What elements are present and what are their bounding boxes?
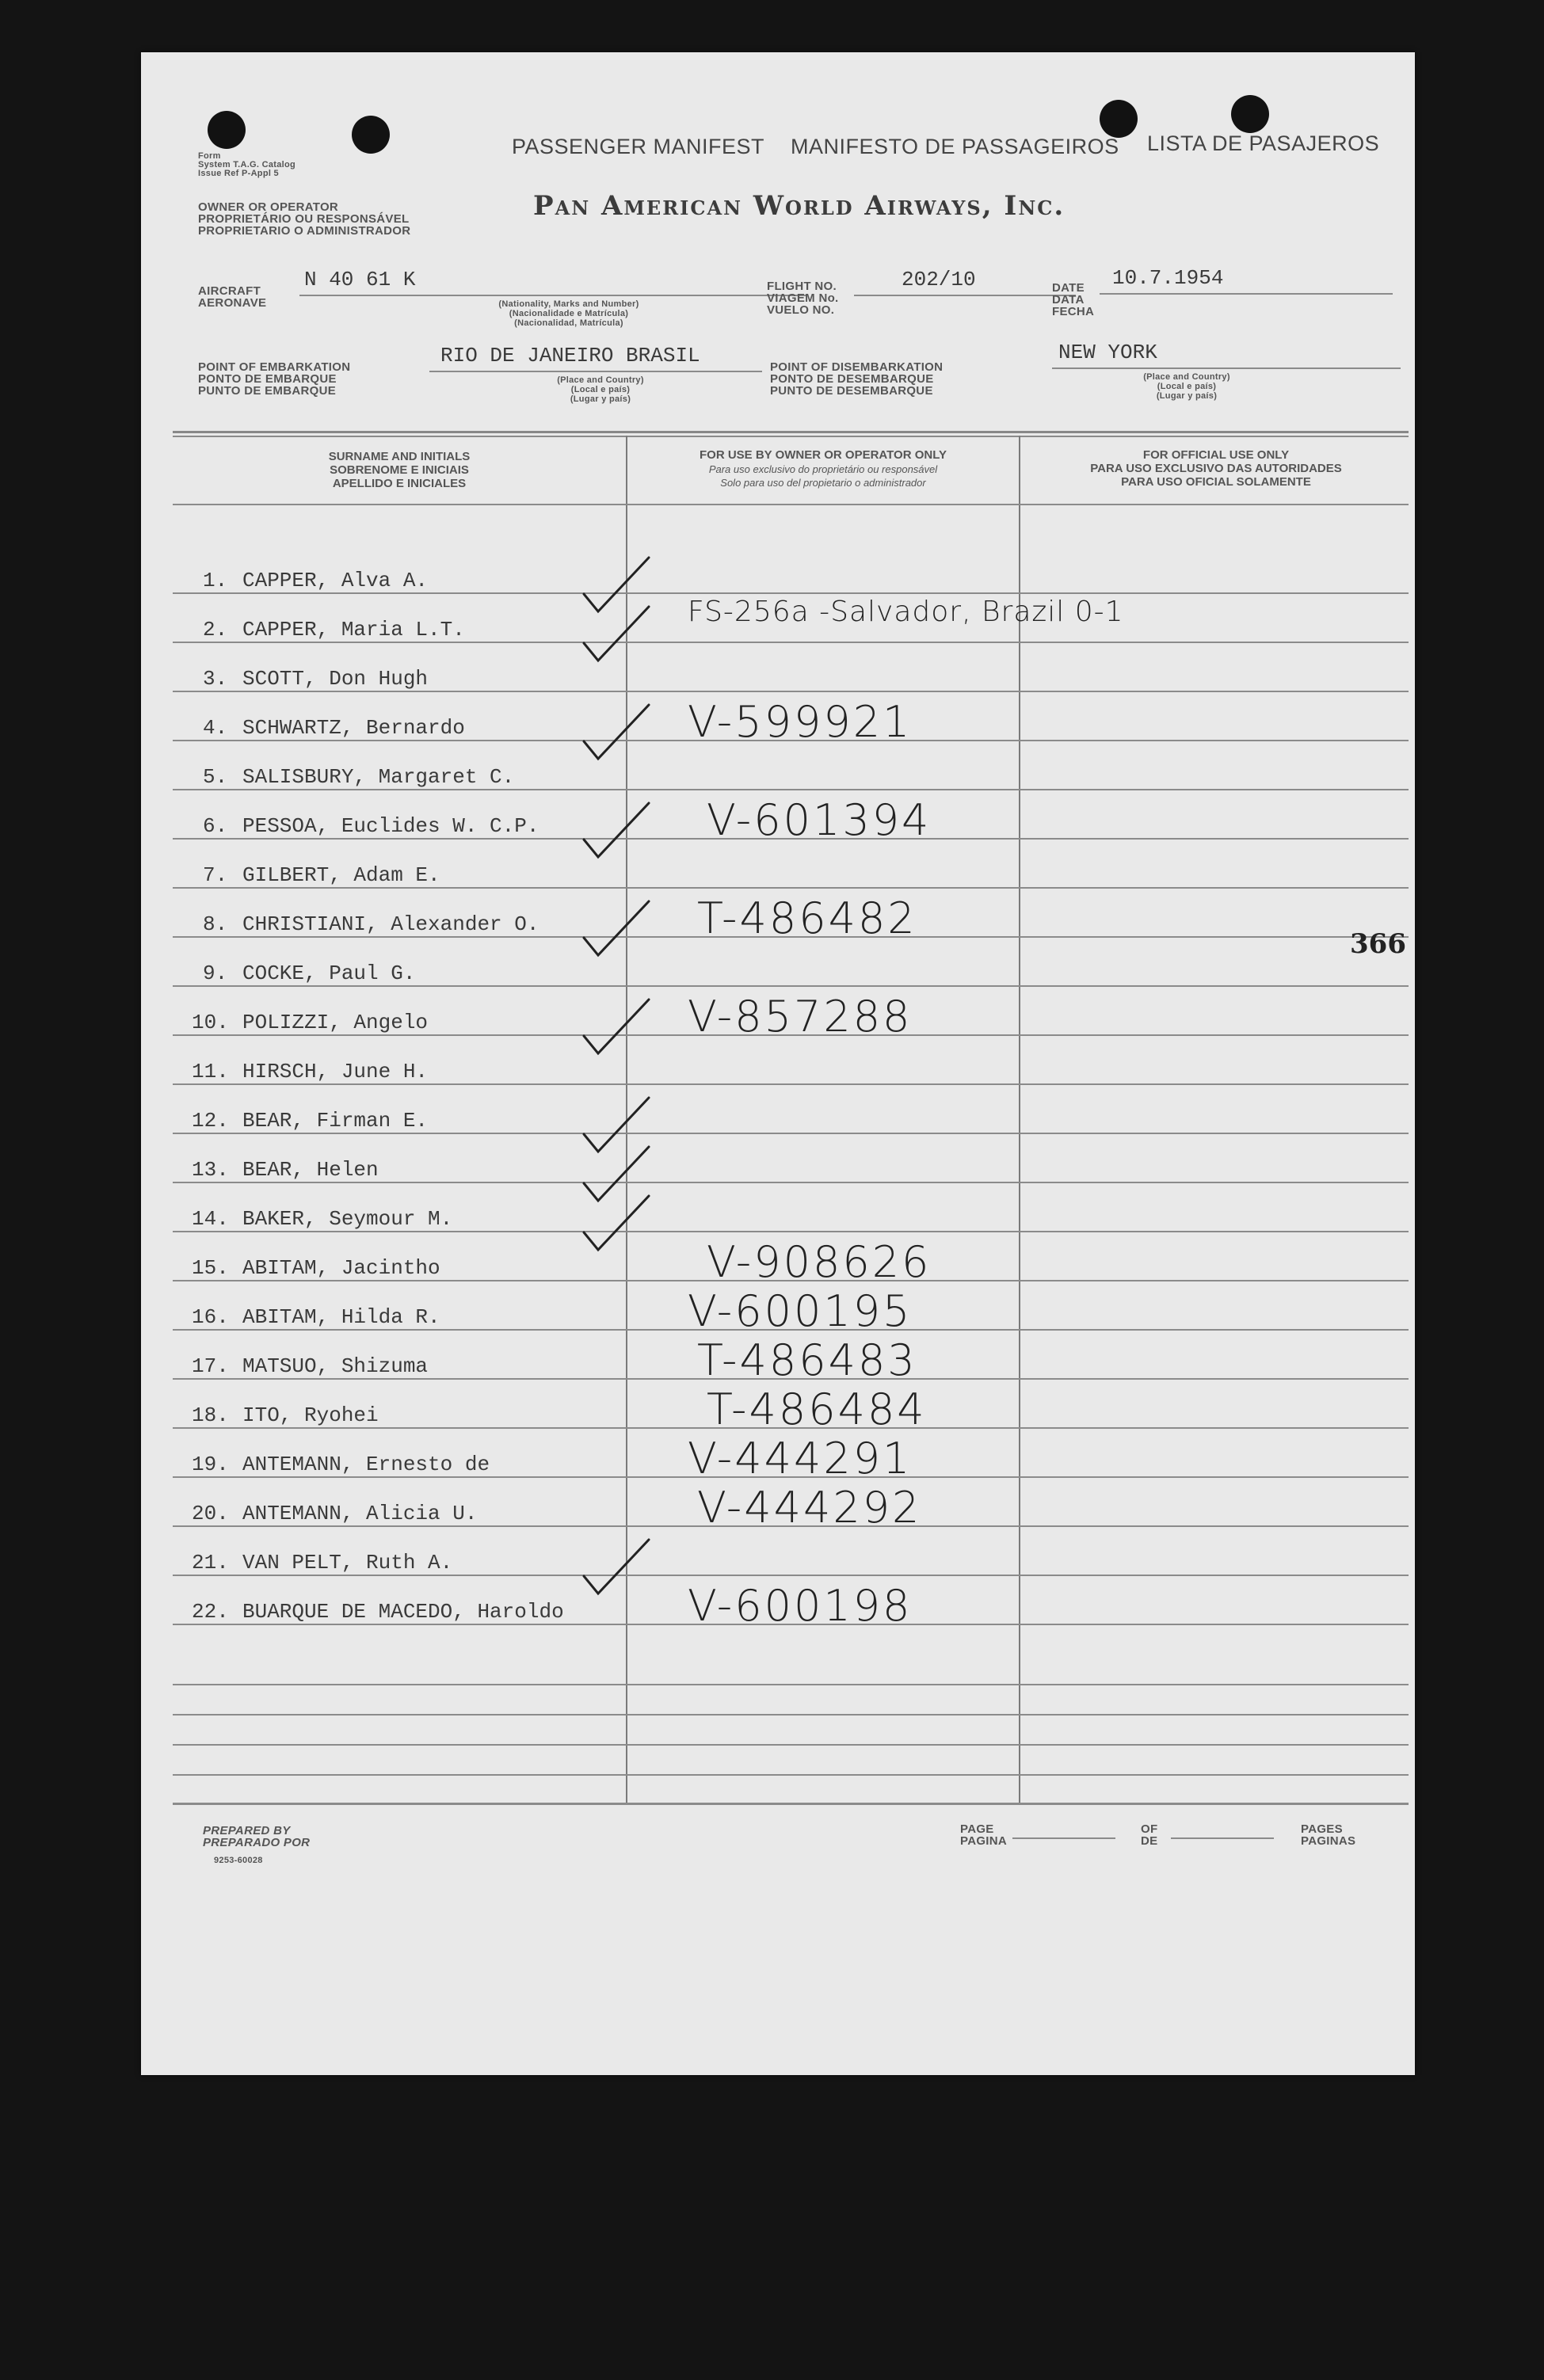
passenger-number: 6. — [203, 814, 228, 838]
punch-hole — [1231, 95, 1269, 133]
punch-hole — [208, 111, 246, 149]
passport-note: V-444292 — [697, 1483, 922, 1533]
col-head-official: FOR OFFICIAL USE ONLY PARA USO EXCLUSIVO DAS AUTORIDADES PARA USO OFICIAL SOLAMENTE — [1090, 448, 1342, 489]
blank-row-rule — [173, 1714, 1409, 1716]
date-value: 10.7.1954 — [1112, 266, 1224, 290]
passport-note: V-599921 — [688, 697, 913, 747]
row-rule — [173, 592, 1409, 594]
row-rule — [173, 642, 1409, 643]
passenger-name: ABITAM, Hilda R. — [242, 1305, 440, 1329]
embark-value: RIO DE JANEIRO BRASIL — [440, 344, 700, 367]
passport-note: T-486484 — [707, 1384, 927, 1434]
form-number: 9253-60028 — [214, 1856, 263, 1865]
passenger-number: 11. — [192, 1060, 229, 1083]
blank-row-rule — [173, 1774, 1409, 1776]
passenger-name: CAPPER, Maria L.T. — [242, 618, 465, 642]
official-stamp: 366 — [1350, 928, 1406, 960]
passenger-name: ANTEMANN, Ernesto de — [242, 1453, 490, 1476]
check-mark — [581, 1191, 652, 1255]
passenger-name: BEAR, Helen — [242, 1158, 379, 1182]
check-mark — [581, 897, 652, 960]
embark-label: POINT OF EMBARKATION PONTO DE EMBARQUE PUNTO DE EMBARQUE — [198, 360, 351, 398]
embark-underline — [429, 371, 762, 372]
passenger-number: 20. — [192, 1502, 229, 1525]
of-label: OF DE — [1141, 1822, 1158, 1848]
disembark-underline — [1052, 367, 1401, 369]
passport-note: V-857288 — [688, 992, 913, 1041]
passenger-name: MATSUO, Shizuma — [242, 1354, 429, 1378]
passenger-number: 10. — [192, 1011, 229, 1034]
col-head-names: SURNAME AND INITIALS SOBRENOME E INICIAIS APELLIDO E INICIALES — [328, 450, 471, 490]
passport-note: T-486483 — [697, 1335, 917, 1385]
disembark-sub: (Place and Country) (Local e país) (Lugar y país) — [1143, 372, 1230, 401]
disembark-label: POINT OF DISEMBARKATION PONTO DE DESEMBARQUE PUNTO DE DESEMBARQUE — [770, 360, 944, 398]
passenger-name: SALISBURY, Margaret C. — [242, 765, 515, 789]
check-mark — [581, 995, 652, 1058]
passenger-number: 4. — [203, 716, 228, 740]
date-label: DATE DATA FECHA — [1052, 281, 1095, 318]
check-mark — [581, 1535, 652, 1598]
owner-label: OWNER OR OPERATOR PROPRIETÁRIO OU RESPONSÁVEL PROPRIETARIO O ADMINISTRADOR — [198, 200, 411, 238]
passenger-name: BUARQUE DE MACEDO, Haroldo — [242, 1600, 564, 1624]
passenger-name: BEAR, Firman E. — [242, 1109, 429, 1133]
blank-row-rule — [173, 1684, 1409, 1685]
row-rule — [173, 1231, 1409, 1232]
passenger-number: 7. — [203, 863, 228, 887]
flight-label: FLIGHT NO. VIAGEM No. VUELO NO. — [767, 280, 839, 317]
form-reference: Form System T.A.G. Catalog Issue Ref P-Appl 5 — [198, 151, 296, 178]
passenger-number: 22. — [192, 1600, 229, 1624]
passenger-name: CHRISTIANI, Alexander O. — [242, 912, 539, 936]
punch-hole — [352, 116, 390, 154]
flight-value: 202/10 — [902, 268, 976, 291]
passport-note: V-600198 — [688, 1581, 913, 1631]
passenger-name: HIRSCH, June H. — [242, 1060, 429, 1083]
passenger-number: 15. — [192, 1256, 229, 1280]
passenger-name: ABITAM, Jacintho — [242, 1256, 440, 1280]
date-underline — [1100, 293, 1393, 295]
footer-rule — [173, 1803, 1409, 1805]
row-rule — [173, 985, 1409, 987]
company-name: Pan American World Airways, Inc. — [533, 190, 1066, 222]
passenger-name: BAKER, Seymour M. — [242, 1207, 453, 1231]
passport-note: FS-256a -Salvador, Brazil 0-1 — [688, 596, 1124, 628]
row-rule — [173, 1575, 1409, 1576]
passport-note: V-600195 — [688, 1286, 913, 1336]
passenger-number: 17. — [192, 1354, 229, 1378]
title-pt: MANIFESTO DE PASSAGEIROS — [791, 135, 1119, 158]
nationality-label: (Nationality, Marks and Number) (Nacionalidade e Matrícula) (Nacionalidad, Matrícula) — [498, 299, 639, 328]
aircraft-underline — [299, 295, 806, 296]
passenger-number: 16. — [192, 1305, 229, 1329]
title-en: PASSENGER MANIFEST — [512, 135, 765, 158]
pages-label: PAGES PAGINAS — [1301, 1822, 1356, 1848]
passenger-name: ANTEMANN, Alicia U. — [242, 1502, 478, 1525]
page-underline — [1012, 1837, 1115, 1839]
passenger-number: 9. — [203, 962, 228, 985]
row-rule — [173, 789, 1409, 790]
aircraft-value: N 40 61 K — [304, 268, 416, 291]
passenger-number: 18. — [192, 1403, 229, 1427]
passenger-number: 14. — [192, 1207, 229, 1231]
aircraft-label: AIRCRAFT AERONAVE — [198, 284, 267, 310]
passenger-number: 5. — [203, 765, 228, 789]
check-mark — [581, 798, 652, 862]
prepared-by-label: PREPARED BY PREPARADO POR — [203, 1824, 311, 1849]
passenger-number: 13. — [192, 1158, 229, 1182]
column-divider — [1019, 436, 1020, 1803]
header-bottom-rule — [173, 504, 1409, 505]
page-label: PAGE PAGINA — [960, 1822, 1008, 1848]
embark-sub: (Place and Country) (Local e país) (Lugar y país) — [557, 375, 644, 404]
passenger-name: COCKE, Paul G. — [242, 962, 416, 985]
passenger-name: SCHWARTZ, Bernardo — [242, 716, 465, 740]
row-rule — [173, 691, 1409, 692]
table-top-rule — [173, 431, 1409, 433]
blank-row-rule — [173, 1744, 1409, 1746]
col-head-owner-sub: Para uso exclusivo do proprietário ou responsável Solo para uso del propietario o administrador — [708, 463, 938, 489]
passenger-number: 12. — [192, 1109, 229, 1133]
disembark-value: NEW YORK — [1058, 341, 1157, 364]
check-mark — [581, 700, 652, 764]
flight-underline — [854, 295, 1076, 296]
row-rule — [173, 1133, 1409, 1134]
passenger-name: SCOTT, Don Hugh — [242, 667, 429, 691]
passenger-name: PESSOA, Euclides W. C.P. — [242, 814, 539, 838]
col-head-owner: FOR USE BY OWNER OR OPERATOR ONLY — [700, 448, 947, 462]
manifest-sheet — [141, 52, 1415, 2075]
passenger-name: ITO, Ryohei — [242, 1403, 379, 1427]
passport-note: V-908626 — [707, 1237, 932, 1287]
passenger-name: POLIZZI, Angelo — [242, 1011, 429, 1034]
passenger-name: CAPPER, Alva A. — [242, 569, 429, 592]
passport-note: T-486482 — [697, 893, 917, 943]
passenger-name: GILBERT, Adam E. — [242, 863, 440, 887]
punch-hole — [1100, 100, 1138, 138]
table-top-rule — [173, 436, 1409, 437]
passenger-number: 21. — [192, 1551, 229, 1575]
of-underline — [1171, 1837, 1274, 1839]
row-rule — [173, 887, 1409, 889]
passenger-number: 3. — [203, 667, 228, 691]
row-rule — [173, 1182, 1409, 1183]
passenger-number: 2. — [203, 618, 228, 642]
check-mark — [581, 602, 652, 665]
row-rule — [173, 1083, 1409, 1085]
passenger-number: 8. — [203, 912, 228, 936]
passport-note: V-601394 — [707, 795, 932, 845]
passport-note: V-444291 — [688, 1434, 913, 1483]
passenger-name: VAN PELT, Ruth A. — [242, 1551, 453, 1575]
passenger-number: 19. — [192, 1453, 229, 1476]
title-es: LISTA DE PASAJEROS — [1147, 131, 1380, 155]
passenger-number: 1. — [203, 569, 228, 592]
